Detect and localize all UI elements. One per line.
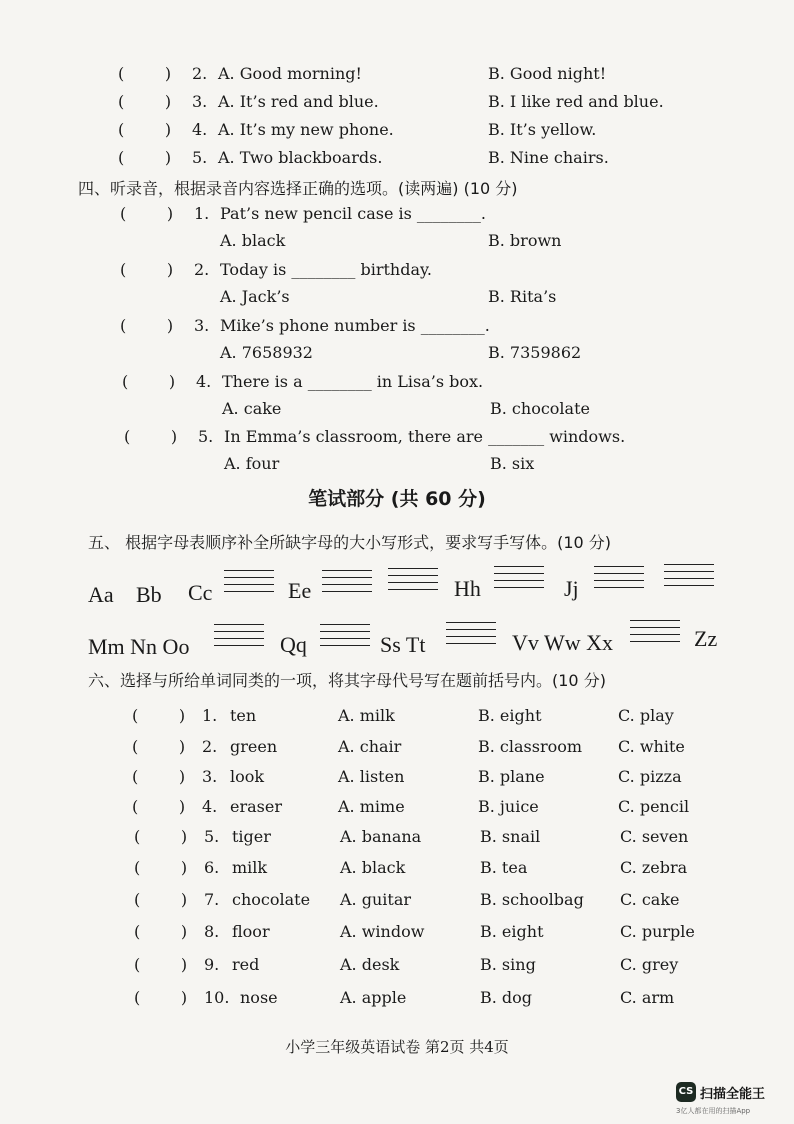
item-number: 1.	[194, 204, 210, 223]
item-number: 8.	[204, 922, 220, 941]
given-word: ten	[230, 706, 257, 725]
answer-bracket[interactable]: ( )	[122, 372, 176, 391]
writing-lines[interactable]	[322, 570, 372, 600]
option-a: A. four	[224, 454, 280, 473]
question-text: Mike’s phone number is ________.	[220, 316, 490, 335]
item-number: 3.	[202, 767, 218, 786]
option-a: A. Two blackboards.	[218, 148, 383, 167]
option-b: B. schoolbag	[480, 890, 584, 909]
item-number: 3.	[194, 316, 210, 335]
option-b: B. It’s yellow.	[488, 120, 597, 139]
answer-bracket[interactable]: ( )	[134, 827, 188, 846]
letter-pair: Zz	[694, 626, 718, 651]
option-c: C. pencil	[618, 797, 690, 816]
given-word: red	[232, 955, 260, 974]
option-a: A. listen	[338, 767, 405, 786]
item-number: 4.	[202, 797, 218, 816]
given-word: eraser	[230, 797, 282, 816]
option-b: B. eight	[480, 922, 544, 941]
option-a: A. apple	[340, 988, 407, 1007]
option-c: C. white	[618, 737, 685, 756]
writing-lines[interactable]	[594, 566, 644, 596]
scanner-tagline: 3亿人都在用的扫描App	[676, 1107, 751, 1115]
given-word: floor	[232, 922, 270, 941]
option-b: B. brown	[488, 231, 562, 250]
answer-bracket[interactable]: ( )	[120, 260, 174, 279]
option-a: A. guitar	[340, 890, 412, 909]
option-c: C. cake	[620, 890, 680, 909]
option-a: A. Jack’s	[220, 287, 290, 306]
answer-bracket[interactable]: ( )	[132, 797, 186, 816]
section4-heading: 四、听录音，根据录音内容选择正确的选项。(读两遍) (10 分)	[78, 179, 518, 198]
option-a: A. window	[340, 922, 425, 941]
writing-lines[interactable]	[214, 624, 264, 654]
question-text: In Emma’s classroom, there are _______ windows.	[224, 427, 626, 446]
scanner-watermark	[676, 1082, 786, 1116]
letter-pair: Ee	[288, 578, 312, 603]
option-b: B. Nine chairs.	[488, 148, 609, 167]
item-number: 7.	[204, 890, 220, 909]
letter-pair: Vv Ww Xx	[512, 630, 614, 655]
option-b: B. snail	[480, 827, 541, 846]
section5-heading: 五、 根据字母表顺序补全所缺字母的大小写形式，要求写手写体。(10 分)	[88, 533, 612, 552]
writing-lines[interactable]	[388, 568, 438, 598]
given-word: nose	[240, 988, 278, 1007]
option-c: C. play	[618, 706, 674, 725]
given-word: milk	[232, 858, 268, 877]
item-number: 4.	[192, 120, 208, 139]
writing-lines[interactable]	[664, 564, 714, 594]
answer-bracket[interactable]: ( )	[134, 988, 188, 1007]
option-c: C. pizza	[618, 767, 682, 786]
question-text: Today is ________ birthday.	[220, 260, 432, 279]
letter-pair: Mm Nn Oo	[88, 634, 190, 659]
option-b: B. Rita’s	[488, 287, 557, 306]
item-number: 3.	[192, 92, 208, 111]
given-word: tiger	[232, 827, 271, 846]
writing-lines[interactable]	[320, 624, 370, 654]
answer-bracket[interactable]: ( )	[134, 955, 188, 974]
option-a: A. cake	[222, 399, 282, 418]
item-number: 6.	[204, 858, 220, 877]
option-b: B. eight	[478, 706, 542, 725]
letter-pair: Ss Tt	[380, 632, 426, 657]
camscanner-logo-icon: CS	[676, 1082, 696, 1102]
option-a: A. It’s my new phone.	[218, 120, 394, 139]
answer-bracket[interactable]: ( )	[118, 120, 172, 139]
option-b: B. juice	[478, 797, 539, 816]
option-a: A. 7658932	[220, 343, 313, 362]
answer-bracket[interactable]: ( )	[120, 316, 174, 335]
option-b: B. 7359862	[488, 343, 582, 362]
option-b: B. Good night!	[488, 64, 607, 83]
item-number: 2.	[202, 737, 218, 756]
option-a: A. black	[220, 231, 286, 250]
answer-bracket[interactable]: ( )	[118, 92, 172, 111]
answer-bracket[interactable]: ( )	[134, 922, 188, 941]
item-number: 5.	[204, 827, 220, 846]
option-b: B. dog	[480, 988, 533, 1007]
option-b: B. sing	[480, 955, 536, 974]
option-b: B. I like red and blue.	[488, 92, 664, 111]
writing-lines[interactable]	[494, 566, 544, 596]
written-part-title: 笔试部分 (共 60 分)	[308, 488, 486, 510]
given-word: green	[230, 737, 278, 756]
writing-lines[interactable]	[630, 620, 680, 650]
item-number: 2.	[194, 260, 210, 279]
letter-pair: Qq	[280, 632, 307, 657]
option-a: A. chair	[338, 737, 402, 756]
option-c: C. purple	[620, 922, 695, 941]
item-number: 9.	[204, 955, 220, 974]
given-word: look	[230, 767, 265, 786]
given-word: chocolate	[232, 890, 311, 909]
answer-bracket[interactable]: ( )	[120, 204, 174, 223]
section6-heading: 六、选择与所给单词同类的一项，将其字母代号写在题前括号内。(10 分)	[88, 671, 606, 690]
answer-bracket[interactable]: ( )	[134, 890, 188, 909]
answer-bracket[interactable]: ( )	[124, 427, 178, 446]
option-b: B. tea	[480, 858, 528, 877]
writing-lines[interactable]	[224, 570, 274, 600]
question-text: There is a ________ in Lisa’s box.	[222, 372, 484, 391]
letter-pair: Aa	[88, 582, 114, 607]
option-a: A. Good morning!	[218, 64, 362, 83]
option-c: C. arm	[620, 988, 675, 1007]
answer-bracket[interactable]: ( )	[132, 706, 186, 725]
item-number: 5.	[198, 427, 214, 446]
item-number: 5.	[192, 148, 208, 167]
item-number: 10.	[204, 988, 230, 1007]
answer-bracket[interactable]: ( )	[132, 737, 186, 756]
item-number: 4.	[196, 372, 212, 391]
answer-bracket[interactable]: ( )	[118, 64, 172, 83]
answer-bracket[interactable]: ( )	[118, 148, 172, 167]
scanner-app-name: 扫描全能王	[700, 1087, 766, 1102]
option-a: A. banana	[340, 827, 422, 846]
letter-pair: Bb	[136, 582, 162, 607]
item-number: 1.	[202, 706, 218, 725]
option-a: A. It’s red and blue.	[218, 92, 379, 111]
option-b: B. plane	[478, 767, 545, 786]
option-c: C. zebra	[620, 858, 688, 877]
option-a: A. mime	[338, 797, 405, 816]
item-number: 2.	[192, 64, 208, 83]
page-footer: 小学三年级英语试卷 第2页 共4页	[285, 1038, 509, 1056]
writing-lines[interactable]	[446, 622, 496, 652]
answer-bracket[interactable]: ( )	[132, 767, 186, 786]
option-c: C. seven	[620, 827, 689, 846]
option-a: A. milk	[338, 706, 395, 725]
option-b: B. chocolate	[490, 399, 590, 418]
option-c: C. grey	[620, 955, 679, 974]
letter-pair: Cc	[188, 580, 213, 605]
question-text: Pat’s new pencil case is ________.	[220, 204, 487, 223]
option-b: B. six	[490, 454, 535, 473]
option-a: A. black	[340, 858, 406, 877]
option-a: A. desk	[340, 955, 400, 974]
letter-pair: Hh	[454, 576, 481, 601]
option-b: B. classroom	[478, 737, 583, 756]
letter-pair: Jj	[564, 576, 579, 601]
answer-bracket[interactable]: ( )	[134, 858, 188, 877]
